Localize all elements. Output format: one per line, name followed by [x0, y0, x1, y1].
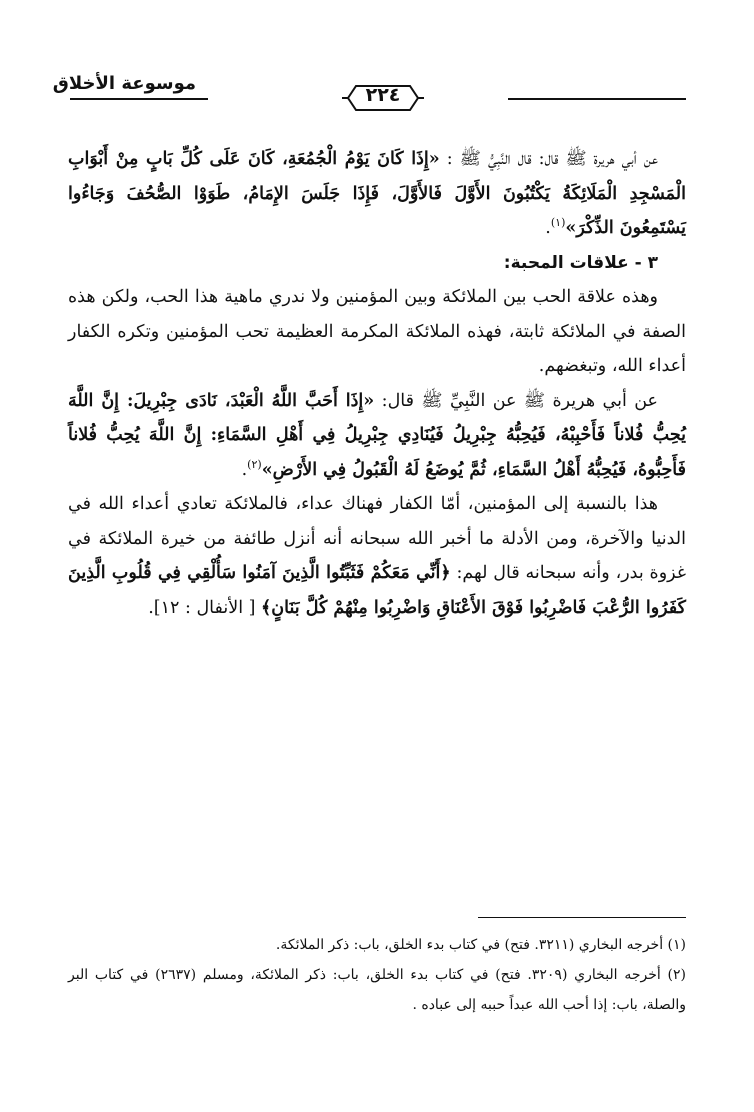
header-rule-left — [70, 98, 208, 100]
main-text — [68, 142, 686, 625]
page-header — [52, 70, 686, 130]
paragraph-love-relation: وهذه علاقة الحب بين الملائكة وبين المؤمنين ولا ندري ماهية هذا الحب، ولكن هذه الصفة في الملائكة ثابتة، فهذه الملائكة المكرمة العظيمة تحب المؤمنين وتكره الكفار أعداء الله، وتبغضهم. — [68, 287, 686, 376]
page-number: ٢٢٤ — [365, 84, 401, 106]
hadith-intro: عن أبي هريرة ﷺ عن النَّبِيِّ ﷺ قال: — [381, 390, 658, 411]
section-heading: ٣ - علاقات المحبة: — [503, 252, 658, 273]
footnote-2: (٢) أخرجه البخاري (٣٢٠٩. فتح) في كتاب بدء الخلق، باب: ذكر الملائكة، ومسلم (٢٦٣٧) في كتاب البر والصلة، باب: إذا أحب الله عبداً حببه إلى عباده . — [68, 967, 686, 1013]
footnote-1: (١) أخرجه البخاري (٣٢١١. فتح) في كتاب بدء الخلق، باب: ذكر الملائكة. — [275, 937, 686, 953]
footnotes — [68, 930, 686, 1020]
paragraph-text: هذا بالنسبة إلى المؤمنين، أمّا الكفار فهناك عداء، فالملائكة تعادي أعداء الله في الدنيا والآخرة، ومن الأدلة ما أخبر الله سبحانه أنه أنزل طائفة من خيرة الملائكة في غزوة بدر، وأنه سبحانه قال لهم: — [68, 494, 686, 583]
book-title: موسوعة الأخلاق — [52, 73, 196, 94]
footnote-divider — [478, 917, 686, 918]
page-number-ornament — [342, 82, 424, 114]
hadith-quote: «إِذَا كَانَ يَوْمُ الْجُمُعَةِ، كَانَ عَلَى كُلِّ بَابٍ مِنْ أَبْوَابِ الْمَسْجِدِ الْمَلَائِكَةُ يَكْتُبُونَ الأَوَّلَ فَالأَوَّلَ، فَإِذَا جَلَسَ الإِمَامُ، طَوَوْا الصُّحُفَ وَجَاءُوا يَسْتَمِعُونَ الذِّكْرَ» — [68, 149, 686, 238]
sentence-end: . — [545, 218, 551, 238]
footnote-ref-2: (٢) — [247, 457, 262, 471]
hadith-intro: عن أبي هريرة ﷺ قال: قال النَّبِيُّ ﷺ : — [446, 149, 658, 169]
footnote-ref-1: (١) — [550, 216, 566, 230]
paragraph-hadith-love — [68, 384, 686, 488]
quran-verse: ﴿أَنِّي مَعَكُمْ فَثَبِّتُوا الَّذِينَ آمَنُوا سَأُلْقِي فِي قُلُوبِ الَّذِينَ كَفَرُوا الرُّعْبَ فَاضْرِبُوا فَوْقَ الأَعْنَاقِ وَاضْرِبُوا مِنْهُمْ كُلَّ بَنَانٍ﴾ — [68, 563, 686, 618]
paragraph-hadith-friday — [68, 142, 686, 246]
header-rule-right — [508, 98, 686, 100]
verse-citation: [ الأنفال : ١٢]. — [148, 597, 256, 618]
hadith-quote: «إِذَا أَحَبَّ اللَّهُ الْعَبْدَ، نَادَى جِبْرِيلَ: إِنَّ اللَّهَ يُحِبُّ فُلاناً فَأَحْبِبْهُ، فَيُحِبُّهُ جِبْرِيلُ فَيُنَادِي جِبْرِيلُ فِي أَهْلِ السَّمَاءِ: إِنَّ اللَّهَ يُحِبُّ فُلاناً فَأَحِبُّوهُ، فَيُحِبُّهُ أَهْلُ السَّمَاءِ، ثُمَّ يُوضَعُ لَهُ الْقَبُولُ فِي الأَرْضِ» — [68, 390, 686, 480]
paragraph-enmity — [68, 487, 686, 625]
sentence-end: . — [241, 459, 248, 480]
